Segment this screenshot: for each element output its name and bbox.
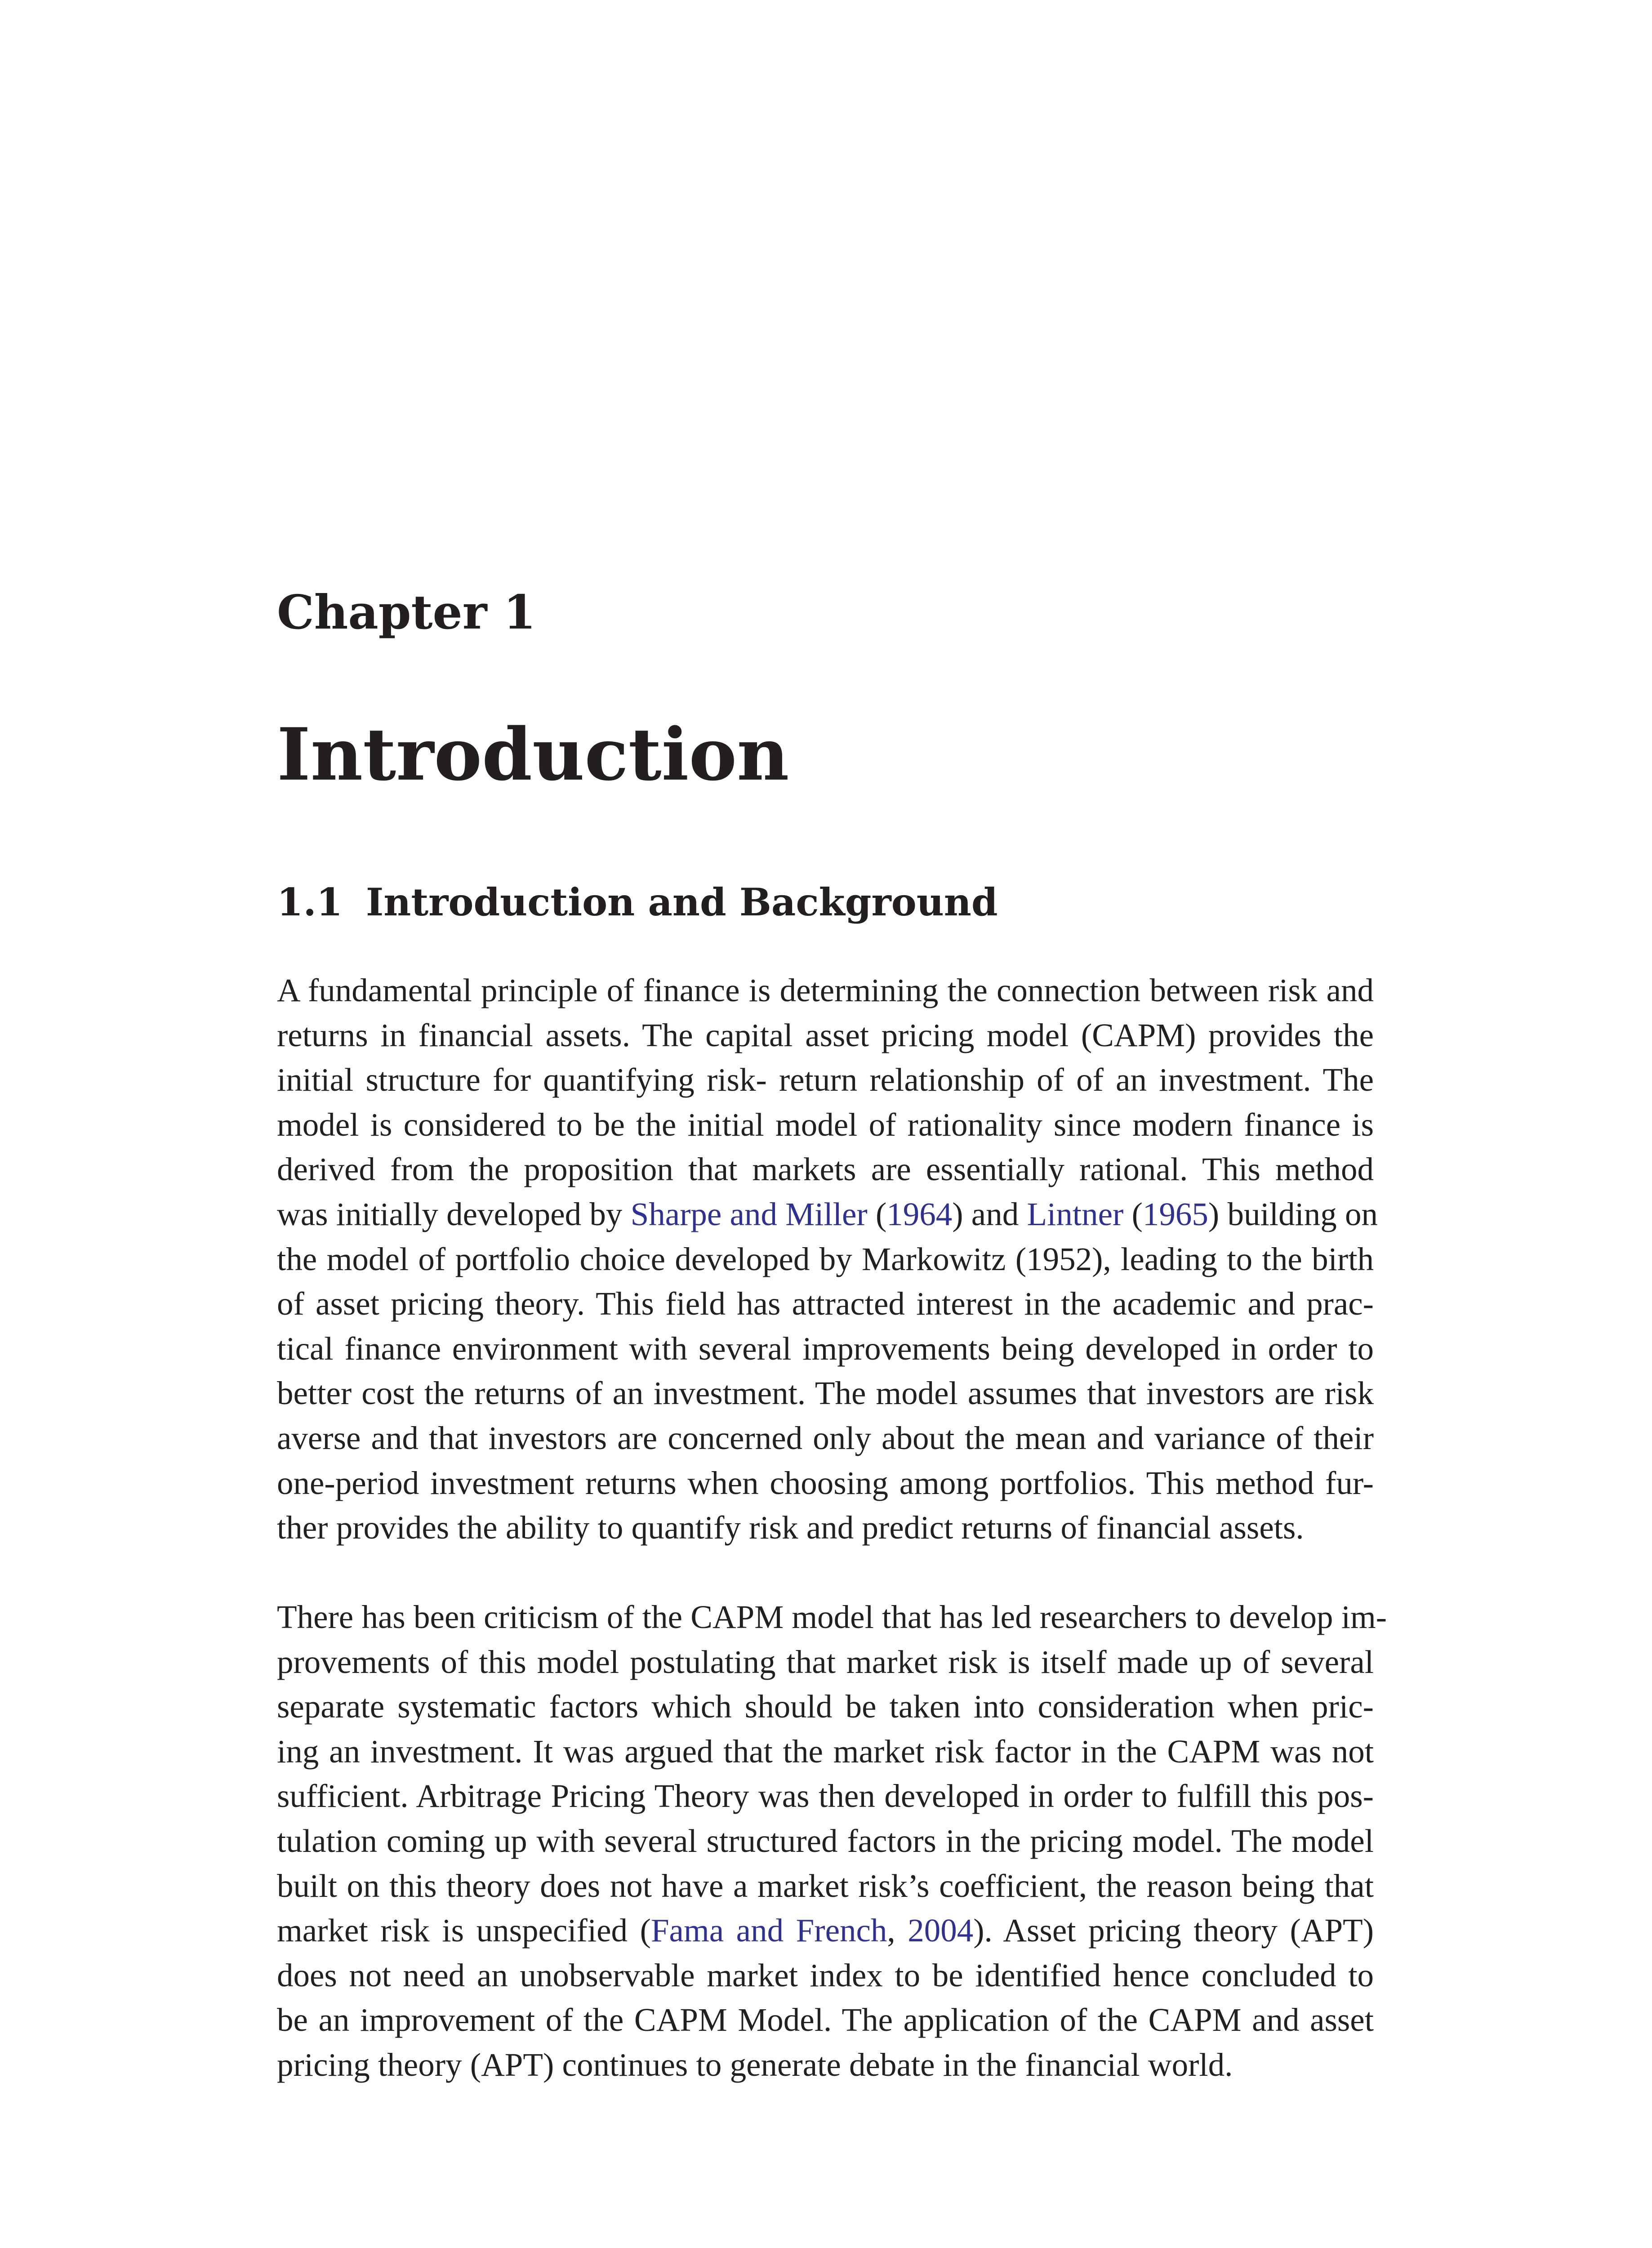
text-line: built on this theory does not have a market risk’s coefficient, the reason being that: [277, 1867, 1374, 1904]
citation-link[interactable]: 2004: [908, 1912, 974, 1949]
section-number: 1.1: [277, 880, 343, 924]
text-segment: ,: [887, 1912, 908, 1949]
section-title: Introduction and Background: [366, 880, 998, 924]
text-line: provements of this model postulating that market risk is itself made up of several: [277, 1643, 1374, 1680]
text-line: [277, 1908, 1374, 1953]
text-line: tical finance environment with several improvements being developed in order to: [277, 1330, 1374, 1367]
text-line: [277, 1192, 1378, 1237]
text-line: model is considered to be the initial model of rationality since modern finance is: [277, 1106, 1374, 1143]
text-segment: was initially developed by: [277, 1195, 631, 1232]
text-line: ing an investment. It was argued that the market risk factor in the CAPM was not: [277, 1733, 1374, 1770]
citation-link[interactable]: 1964: [886, 1195, 953, 1232]
text-line: the model of portfolio choice developed by Markowitz (1952), leading to the birth: [277, 1240, 1374, 1277]
text-line: A fundamental principle of finance is determining the connection between risk and: [277, 972, 1374, 1008]
text-segment: ). Asset pricing theory (APT): [973, 1912, 1374, 1949]
text-segment: market risk is unspecified (: [277, 1912, 651, 1949]
document-page: [277, 0, 1387, 2248]
text-line: sufficient. Arbitrage Pricing Theory was then developed in order to fulfill this pos-: [277, 1778, 1374, 1815]
text-segment: ) and: [952, 1195, 1027, 1232]
paragraph-1: [277, 968, 1378, 1550]
text-segment: ) building on: [1208, 1195, 1378, 1232]
chapter-title: Introduction: [277, 712, 789, 797]
text-line: of asset pricing theory. This field has attracted interest in the academic and prac-: [277, 1285, 1374, 1322]
citation-link[interactable]: Fama and French: [650, 1912, 887, 1949]
text-line: There has been criticism of the CAPM model that has led researchers to develop im-: [277, 1599, 1387, 1635]
text-line: tulation coming up with several structured factors in the pricing model. The model: [277, 1822, 1374, 1859]
citation-link[interactable]: Sharpe and Miller: [630, 1195, 868, 1232]
citation-link[interactable]: 1965: [1142, 1195, 1208, 1232]
paragraph-2: [277, 1595, 1387, 2087]
text-line: one-period investment returns when choosing among portfolios. This method fur-: [277, 1464, 1374, 1501]
text-line: does not need an unobservable market index to be identified hence concluded to: [277, 1957, 1374, 1994]
text-line: better cost the returns of an investment. The model assumes that investors are risk: [277, 1375, 1374, 1412]
text-line: ther provides the ability to quantify risk and predict returns of financial assets.: [277, 1509, 1304, 1546]
text-segment: (: [1123, 1195, 1143, 1232]
citation-link[interactable]: Lintner: [1027, 1195, 1124, 1232]
text-segment: (: [867, 1195, 887, 1232]
text-line: initial structure for quantifying risk- return relationship of of an investment. The: [277, 1062, 1374, 1098]
text-line: be an improvement of the CAPM Model. The application of the CAPM and asset: [277, 2002, 1374, 2038]
text-line: averse and that investors are concerned only about the mean and variance of their: [277, 1419, 1374, 1456]
text-line: separate systematic factors which should be taken into consideration when pric-: [277, 1688, 1374, 1725]
text-line: derived from the proposition that markets are essentially rational. This method: [277, 1151, 1374, 1188]
chapter-label: Chapter 1: [277, 584, 536, 640]
section-heading: [277, 880, 998, 924]
text-line: pricing theory (APT) continues to generate debate in the financial world.: [277, 2046, 1233, 2083]
text-line: returns in financial assets. The capital asset pricing model (CAPM) provides the: [277, 1017, 1374, 1053]
